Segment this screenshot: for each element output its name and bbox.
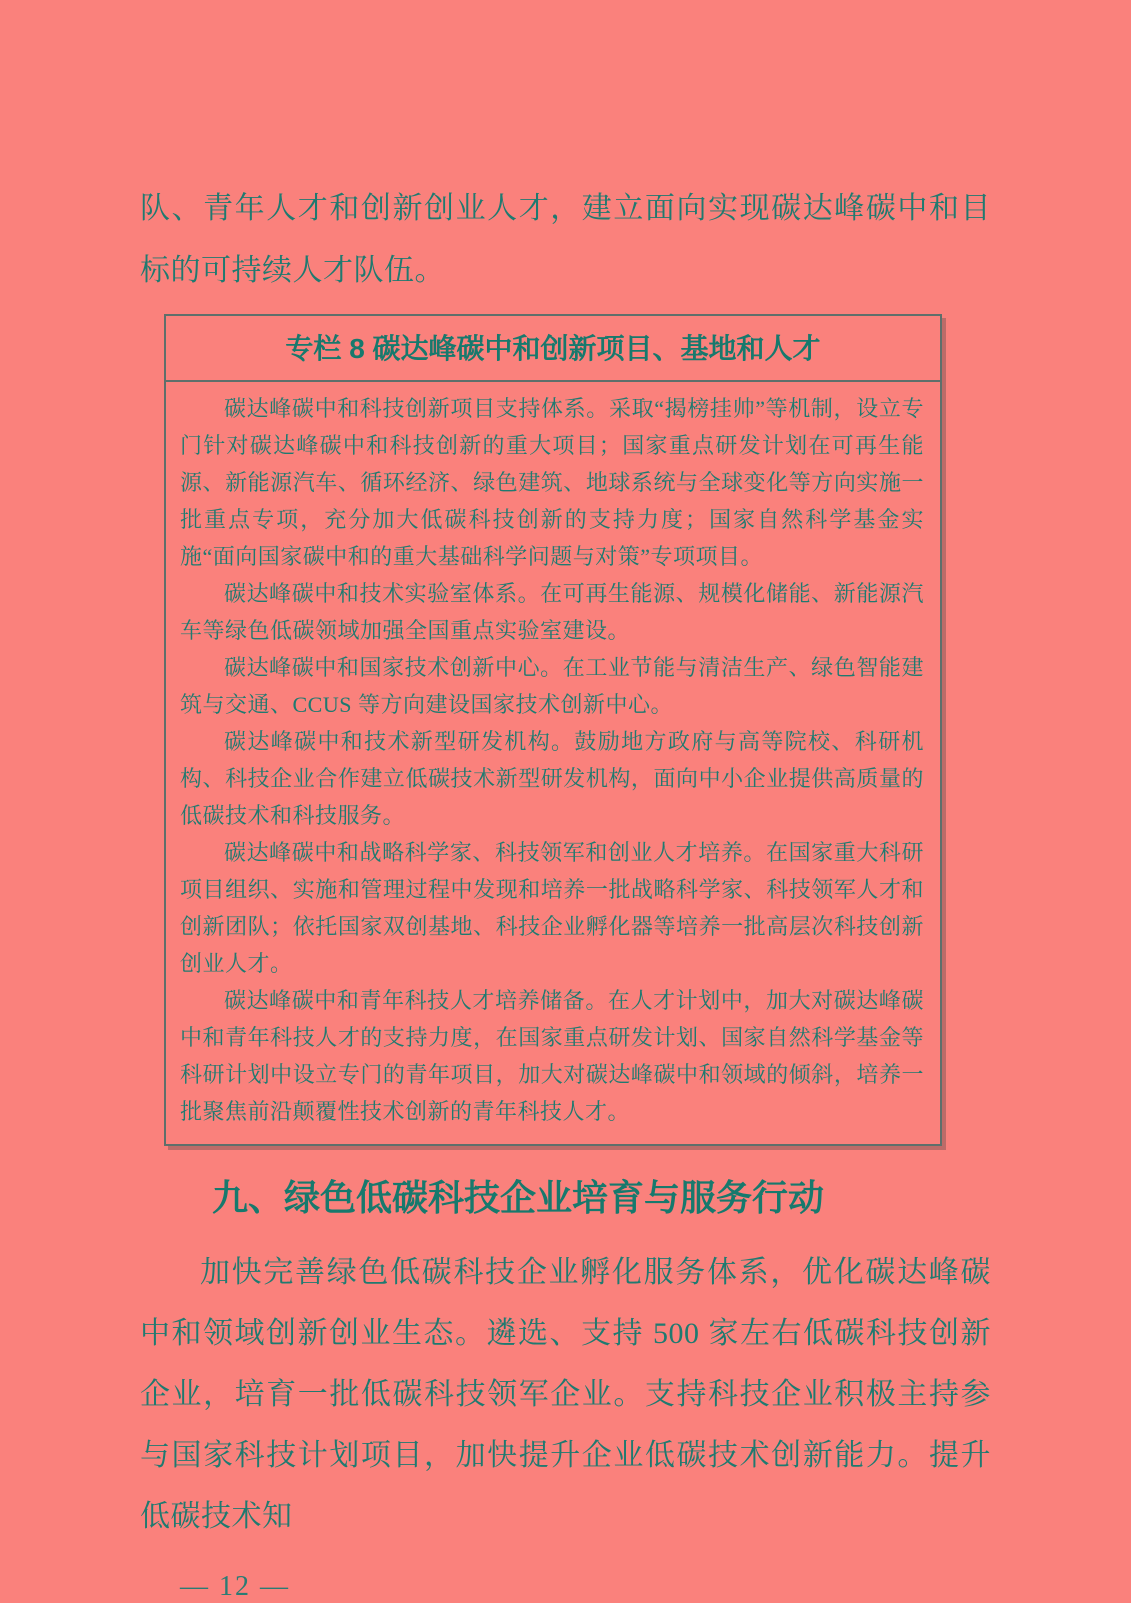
box-paragraph-innovation-center: 碳达峰碳中和国家技术创新中心。在工业节能与清洁生产、绿色智能建筑与交通、CCUS 等方向建设国家技术创新中心。: [180, 655, 924, 717]
section-9-paragraph: 加快完善绿色低碳科技企业孵化服务体系，优化碳达峰碳中和领域创新创业生态。遴选、支持 500 家左右低碳科技创新企业，培育一批低碳科技领军企业。支持科技企业积极主持参与国家科技计划项目，加快提升企业低碳技术创新能力。提升低碳技术知: [140, 1256, 991, 1533]
page-number: — 12 —: [180, 1571, 290, 1602]
intro-paragraph: 队、青年人才和创新创业人才，建立面向实现碳达峰碳中和目标的可持续人才队伍。: [140, 192, 991, 287]
box-paragraph-project-support: 碳达峰碳中和科技创新项目支持体系。采取“揭榜挂帅”等机制，设立专门针对碳达峰碳中和科技创新的重大项目；国家重点研发计划在可再生能源、新能源汽车、循环经济、绿色建筑、地球系统与全球变化等方向实施一批重点专项，充分加大低碳科技创新的支持力度；国家自然科学基金实施“面向国家碳中和的重大基础科学问题与对策”专项项目。: [180, 396, 924, 569]
column-8-box: [164, 314, 942, 1146]
column-8-box-body: [166, 382, 940, 1144]
box-paragraph-rd-institutions: 碳达峰碳中和技术新型研发机构。鼓励地方政府与高等院校、科研机构、科技企业合作建立低碳技术新型研发机构，面向中小企业提供高质量的低碳技术和科技服务。: [180, 729, 924, 828]
box-paragraph-young-talent-reserve: 碳达峰碳中和青年科技人才培养储备。在人才计划中，加大对碳达峰碳中和青年科技人才的支持力度，在国家重点研发计划、国家自然科学基金等科研计划中设立专门的青年项目，加大对碳达峰碳中和领域的倾斜，培养一批聚焦前沿颠覆性技术创新的青年科技人才。: [180, 988, 924, 1124]
page-content: [140, 178, 991, 1603]
section-9-heading: 九、绿色低碳科技企业培育与服务行动: [212, 1177, 825, 1218]
column-8-box-title: 专栏 8 碳达峰碳中和创新项目、基地和人才: [166, 316, 940, 382]
box-paragraph-laboratory-system: 碳达峰碳中和技术实验室体系。在可再生能源、规模化储能、新能源汽车等绿色低碳领域加强全国重点实验室建设。: [180, 581, 924, 643]
box-paragraph-talent-cultivation: 碳达峰碳中和战略科学家、科技领军和创业人才培养。在国家重大科研项目组织、实施和管理过程中发现和培养一批战略科学家、科技领军人才和创新团队；依托国家双创基地、科技企业孵化器等培养一批高层次科技创新创业人才。: [180, 840, 924, 976]
